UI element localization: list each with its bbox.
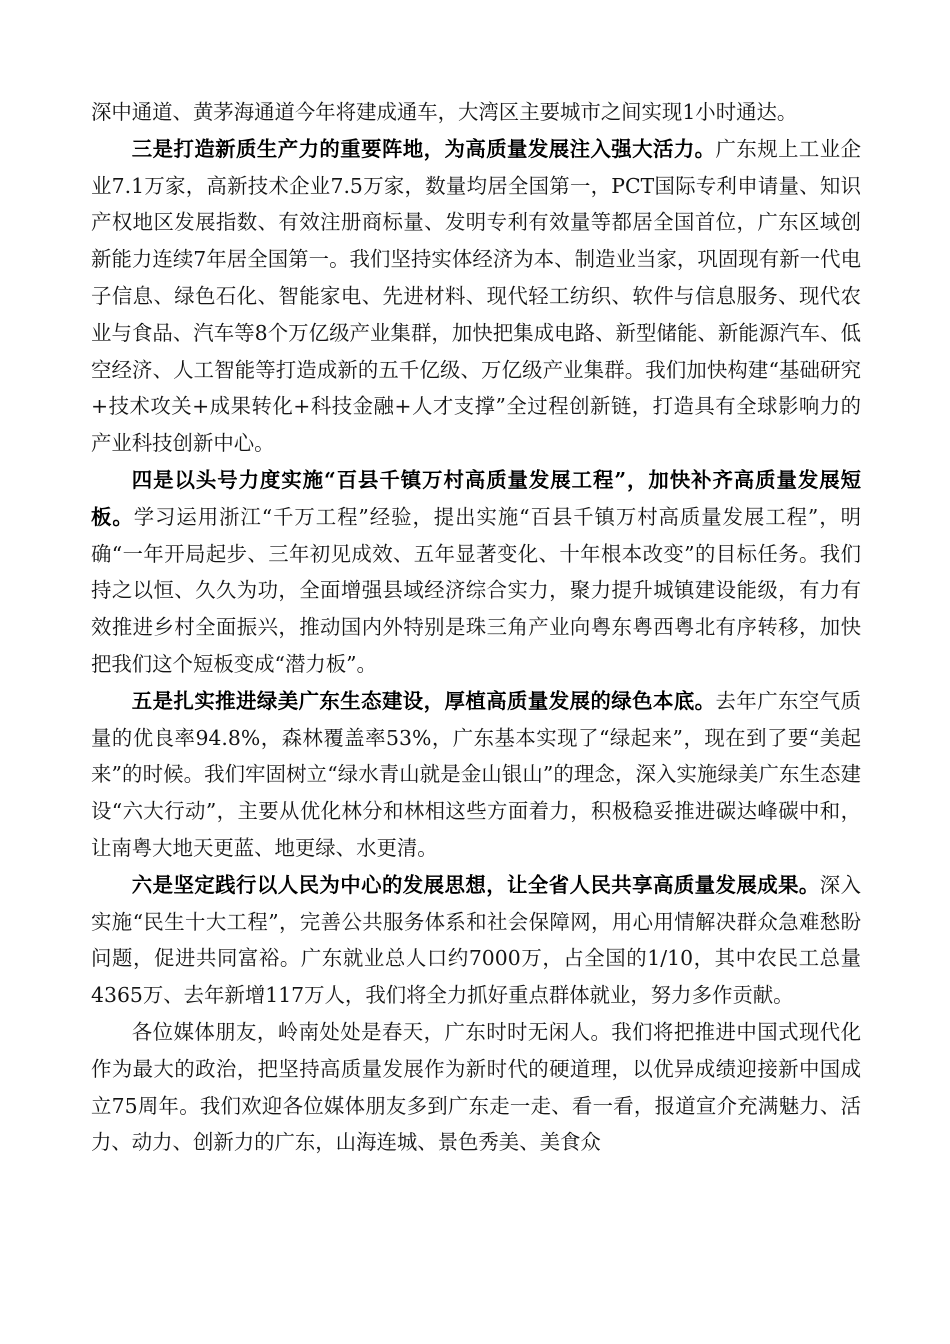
paragraph-lead: 五是扎实推进绿美广东生态建设，厚植高质量发展的绿色本底。 — [131, 688, 716, 713]
paragraph-text: 广东规上工业企业7.1万家，高新技术企业7.5万家，数量均居全国第一，PCT国际专利申请量、知识产权地区发展指数、有效注册商标量、发明专利有效量等都居全国首位，广东区域创新能力连续7年居全国第一。我们坚持实体经济为本、制造业当家，巩固现有新一代电子信息、绿色石化、智能家电、先进材料、现代轻工纺织、软件与信息服务、现代农业与食品、汽车等8个万亿级产业集群，加快把集成电路、新型储能、新能源汽车、低空经济、人工智能等打造成新的五千亿级、万亿级产业集群。我们加快构建“基础研究+技术攻关+成果转化+科技金融+人才支撑”全过程创新链，打造具有全球影响力的产业科技创新中心。 — [91, 136, 862, 456]
paragraph-point-six — [91, 867, 861, 1014]
paragraph-text: 学习运用浙江“千万工程”经验，提出实施“百县千镇万村高质量发展工程”，明确“一年开局起步、三年初见成效、五年显著变化、十年根本改变”的目标任务。我们持之以恒、久久为功，全面增强县域经济综合实力，聚力提升城镇建设能级，有力有效推进乡村全面振兴，推动国内外特别是珠三角产业向粤东粤西粤北有序转移，加快把我们这个短板变成“潜力板”。 — [91, 504, 862, 676]
paragraph-continuation — [91, 94, 861, 131]
paragraph-text: 深中通道、黄茅海通道今年将建成通车，大湾区主要城市之间实现1小时通达。 — [91, 100, 798, 124]
paragraph-point-four — [91, 462, 861, 683]
paragraph-closing — [91, 1014, 861, 1161]
paragraph-text: 各位媒体朋友，岭南处处是春天，广东时时无闲人。我们将把推进中国式现代化作为最大的政治，把坚持高质量发展作为新时代的硬道理，以优异成绩迎接新中国成立75周年。我们欢迎各位媒体朋友多到广东走一走、看一看，报道宣介充满魅力、活力、动力、创新力的广东，山海连城、景色秀美、美食众 — [91, 1019, 861, 1155]
paragraph-lead: 三是打造新质生产力的重要阵地，为高质量发展注入强大活力。 — [131, 136, 716, 161]
paragraph-lead: 四是以头号力度实施“百县千镇万村高质量发展工程”，加快补齐高质量发展短板。 — [91, 467, 861, 529]
paragraph-lead: 六是坚定践行以人民为中心的发展思想，让全省人民共享高质量发展成果。 — [131, 872, 820, 897]
document-page — [91, 94, 861, 1161]
paragraph-text: 深入实施“民生十大工程”，完善公共服务体系和社会保障网，用心用情解决群众急难愁盼问题，促进共同富裕。广东就业总人口约7000万，占全国的1/10，其中农民工总量4365万、去年新增117万人，我们将全力抓好重点群体就业，努力多作贡献。 — [91, 872, 862, 1008]
paragraph-text: 去年广东空气质量的优良率94.8%，森林覆盖率53%，广东基本实现了“绿起来”，现在到了要“美起来”的时候。我们牢固树立“绿水青山就是金山银山”的理念，深入实施绿美广东生态建设“六大行动”，主要从优化林分和林相这些方面着力，积极稳妥推进碳达峰碳中和，让南粤大地天更蓝、地更绿、水更清。 — [91, 688, 862, 860]
paragraph-point-three — [91, 131, 861, 462]
paragraph-point-five — [91, 683, 861, 867]
